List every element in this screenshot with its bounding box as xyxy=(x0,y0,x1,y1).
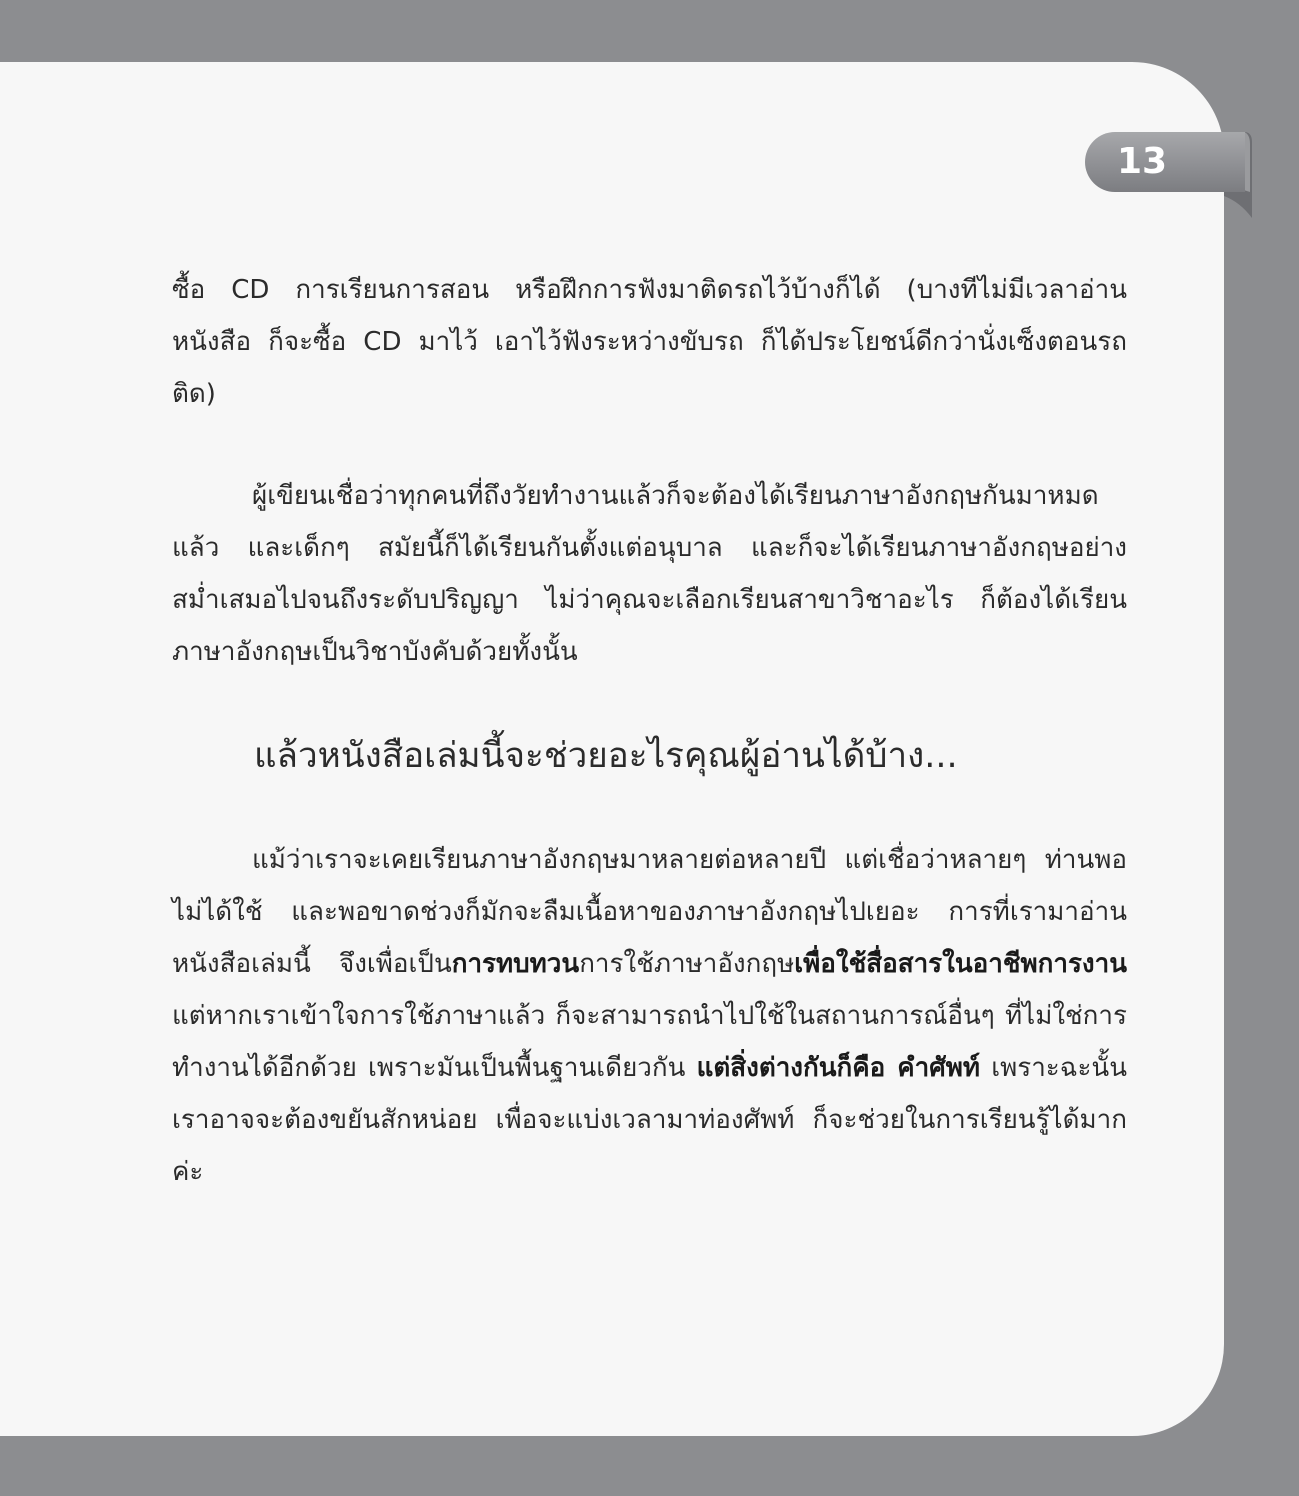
bold-career-communication: เพื่อใช้สื่อสารในอาชีพการงาน xyxy=(794,949,1127,979)
paragraph-3-text-1: แม้ว่าเราจะเคยเรียนภาษาอังกฤษมาหลายต่อหลายปี แต่เชื่อว่าหลายๆ ท่านพอไม่ได้ใช้ และพอขาดช่วงก็มักจะลืมเนื้อหาของภาษาอังกฤษไปเยอะ การที่เรามาอ่านหนังสือเล่มนี้ จึงเพื่อเป็น xyxy=(172,845,1127,979)
paragraph-3-text-4: เพราะฉะนั้นเราอาจจะต้องขยันสักหน่อย เพื่อจะแบ่งเวลามาท่องศัพท์ ก็จะช่วยในการเรียนรู้ได้มากค่ะ xyxy=(172,1053,1127,1187)
paragraph-3 xyxy=(172,834,1127,1198)
bold-review: การทบทวน xyxy=(451,949,580,979)
paragraph-1: ซื้อ CD การเรียนการสอน หรือฝึกการฟังมาติดรถไว้บ้างก็ได้ (บางทีไม่มีเวลาอ่านหนังสือ ก็จะซื้อ CD มาไว้ เอาไว้ฟังระหว่างขับรถ ก็ได้ประโยชน์ดีกว่านั่งเซ็งตอนรถติด) xyxy=(172,275,1127,409)
paragraph-3-text-3: แต่หากเราเข้าใจการใช้ภาษาแล้ว ก็จะสามารถนำไปใช้ในสถานการณ์อื่นๆ ที่ไม่ใช่การทำงานได้อีกด้วย เพราะมันเป็นพื้นฐานเดียวกัน xyxy=(172,1001,1127,1083)
page-body xyxy=(172,264,1127,1198)
paragraph-2: ผู้เขียนเชื่อว่าทุกคนที่ถึงวัยทำงานแล้วก็จะต้องได้เรียนภาษาอังกฤษกันมาหมดแล้ว และเด็กๆ สมัยนี้ก็ได้เรียนกันตั้งแต่อนุบาล และก็จะได้เรียนภาษาอังกฤษอย่างสม่ำเสมอไปจนถึงระดับปริญญา ไม่ว่าคุณจะเลือกเรียนสาขาวิชาอะไร ก็ต้องได้เรียนภาษาอังกฤษเป็นวิชาบังคับด้วยทั้งนั้น xyxy=(172,481,1127,667)
bold-vocabulary: แต่สิ่งต่างกันก็คือ คำศัพท์ xyxy=(696,1053,981,1083)
page-number: 13 xyxy=(1116,141,1168,182)
section-heading: แล้วหนังสือเล่มนี้จะช่วยอะไรคุณผู้อ่านได้บ้าง... xyxy=(254,736,958,776)
paragraph-3-text-2: การใช้ภาษาอังกฤษ xyxy=(579,949,795,979)
